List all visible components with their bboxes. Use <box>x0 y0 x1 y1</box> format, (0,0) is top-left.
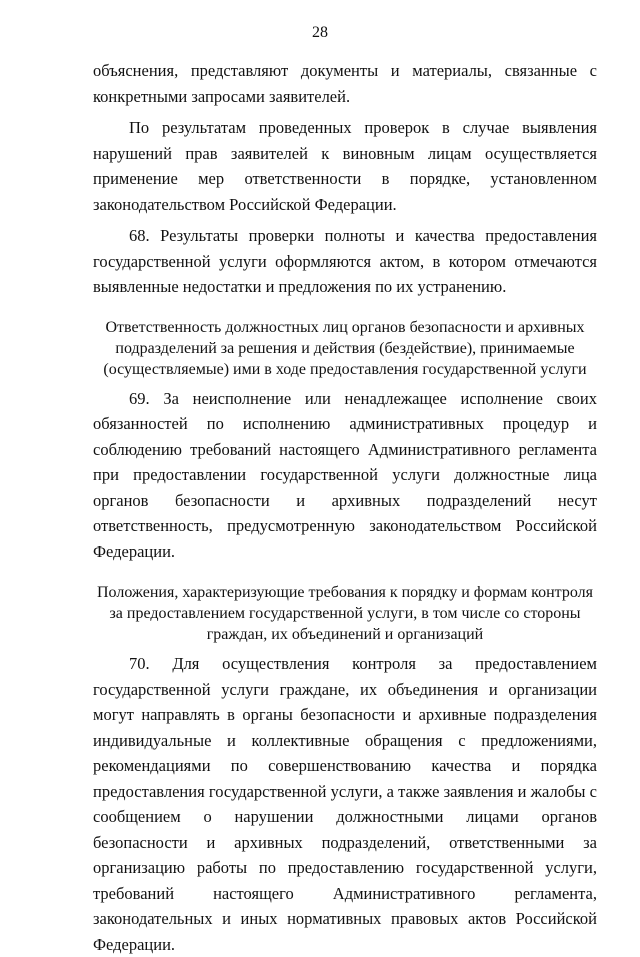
spacer <box>93 564 597 582</box>
paragraph-68: 68. Результаты проверки полноты и качества предоставления государственной услуги оформляются актом, в котором отмечаются выявленные недостатки и предложения по их устранению. <box>93 226 597 296</box>
paragraph-69: 69. За неисполнение или ненадлежащее исполнение своих обязанностей по исполнению административных процедур и соблюдению требований настоящего Административного регламента при предоставлении государственной услуги должностные лица органов безопасности и архивных подразделений несут ответственность, предусмотренную законодательством Российской Федерации. <box>93 388 597 561</box>
paragraph-inspection-results: По результатам проведенных проверок в случае выявления нарушений прав заявителей к виновным лицам осуществляется применение мер ответственности в порядке, установленном законодательством Российской Федерации. <box>93 118 597 214</box>
document-body <box>93 58 597 957</box>
paragraph-70: 70. Для осуществления контроля за предоставлением государственной услуги граждане, их объединения и организации могут направлять в органы безопасности и архивные подразделения индивидуальные и коллективные обращения с предложениями, рекомендациями по совершенствованию качества и порядка предоставления государственной услуги, а также заявления и жалобы с сообщением о нарушении должностными лицами органов безопасности и архивных подразделений, ответственными за организацию работы по предоставлению государственной услуги, требований настоящего Административного регламента, законодательных и иных нормативных правовых актов Российской Федерации. <box>93 654 597 954</box>
section-heading-responsibility: Ответственность должностных лиц органов безопасности и архивных подразделений за решения и действия (бездействие), принимаемые (осуществляемые) ими в ходе предоставления государственной услуги <box>103 318 587 378</box>
spacer <box>93 300 597 317</box>
scan-speck <box>409 357 411 359</box>
page-number: 28 <box>312 24 328 41</box>
paragraph-continuation: объяснения, представляют документы и материалы, связанные с конкретными запросами заявителей. <box>93 61 597 106</box>
section-heading-control: Положения, характеризующие требования к порядку и формам контроля за предоставлением государственной услуги, в том числе со стороны граждан, их объединений и организаций <box>96 584 593 643</box>
